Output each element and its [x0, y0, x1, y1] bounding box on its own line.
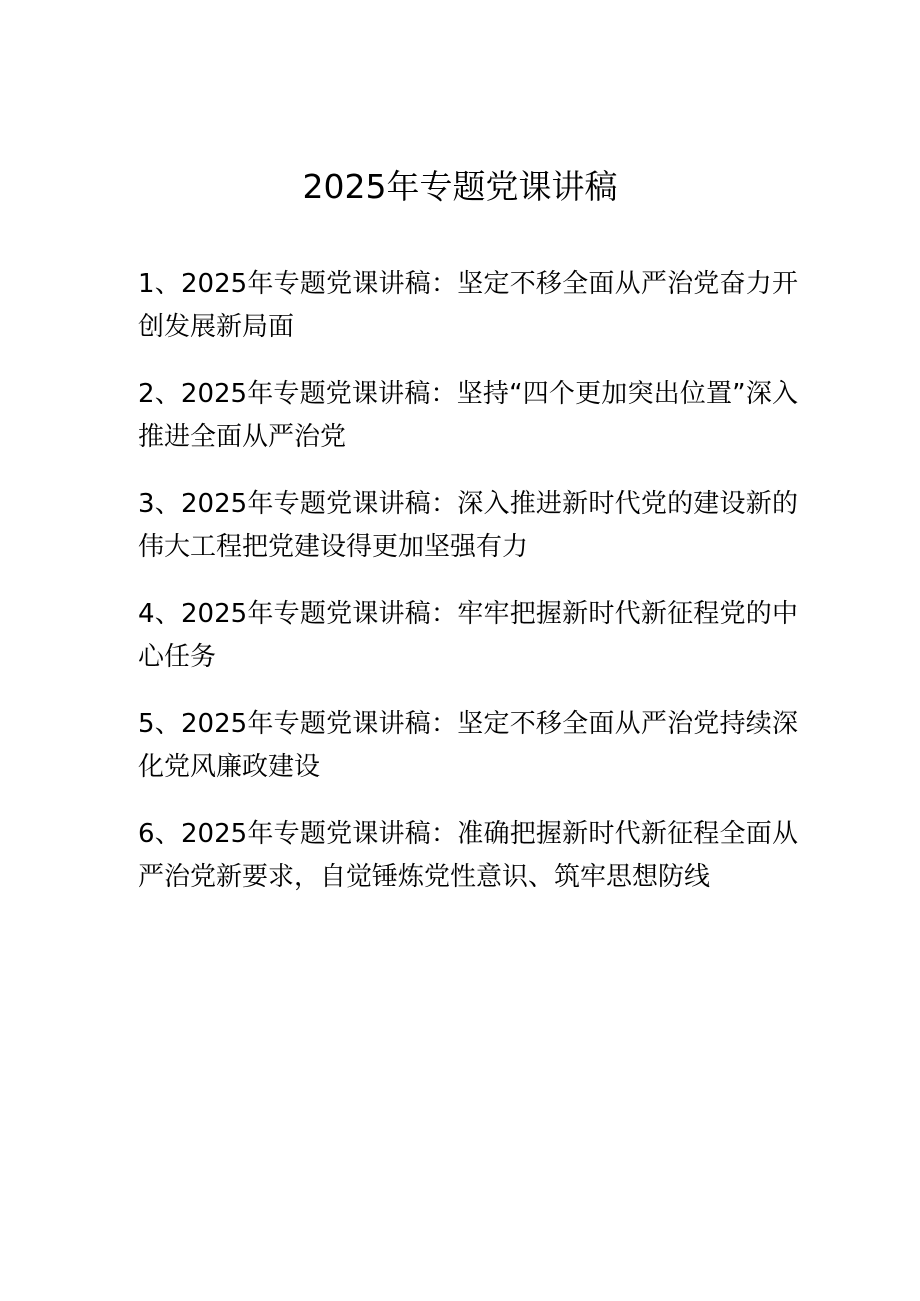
table-of-contents: [138, 263, 798, 923]
document-title: 2025年专题党课讲稿: [302, 167, 618, 206]
toc-item-3: 3、2025年专题党课讲稿：深入推进新时代党的建设新的伟大工程把党建设得更加坚强有力: [138, 489, 798, 562]
toc-item-6: 6、2025年专题党课讲稿：准确把握新时代新征程全面从严治党新要求，自觉锤炼党性意识、筑牢思想防线: [138, 819, 798, 892]
toc-item-5: 5、2025年专题党课讲稿：坚定不移全面从严治党持续深化党风廉政建设: [138, 709, 798, 782]
toc-item-4: 4、2025年专题党课讲稿：牢牢把握新时代新征程党的中心任务: [138, 599, 798, 672]
toc-item-2: 2、2025年专题党课讲稿：坚持“四个更加突出位置”深入推进全面从严治党: [138, 379, 798, 452]
toc-item-1: 1、2025年专题党课讲稿：坚定不移全面从严治党奋力开创发展新局面: [138, 269, 798, 342]
